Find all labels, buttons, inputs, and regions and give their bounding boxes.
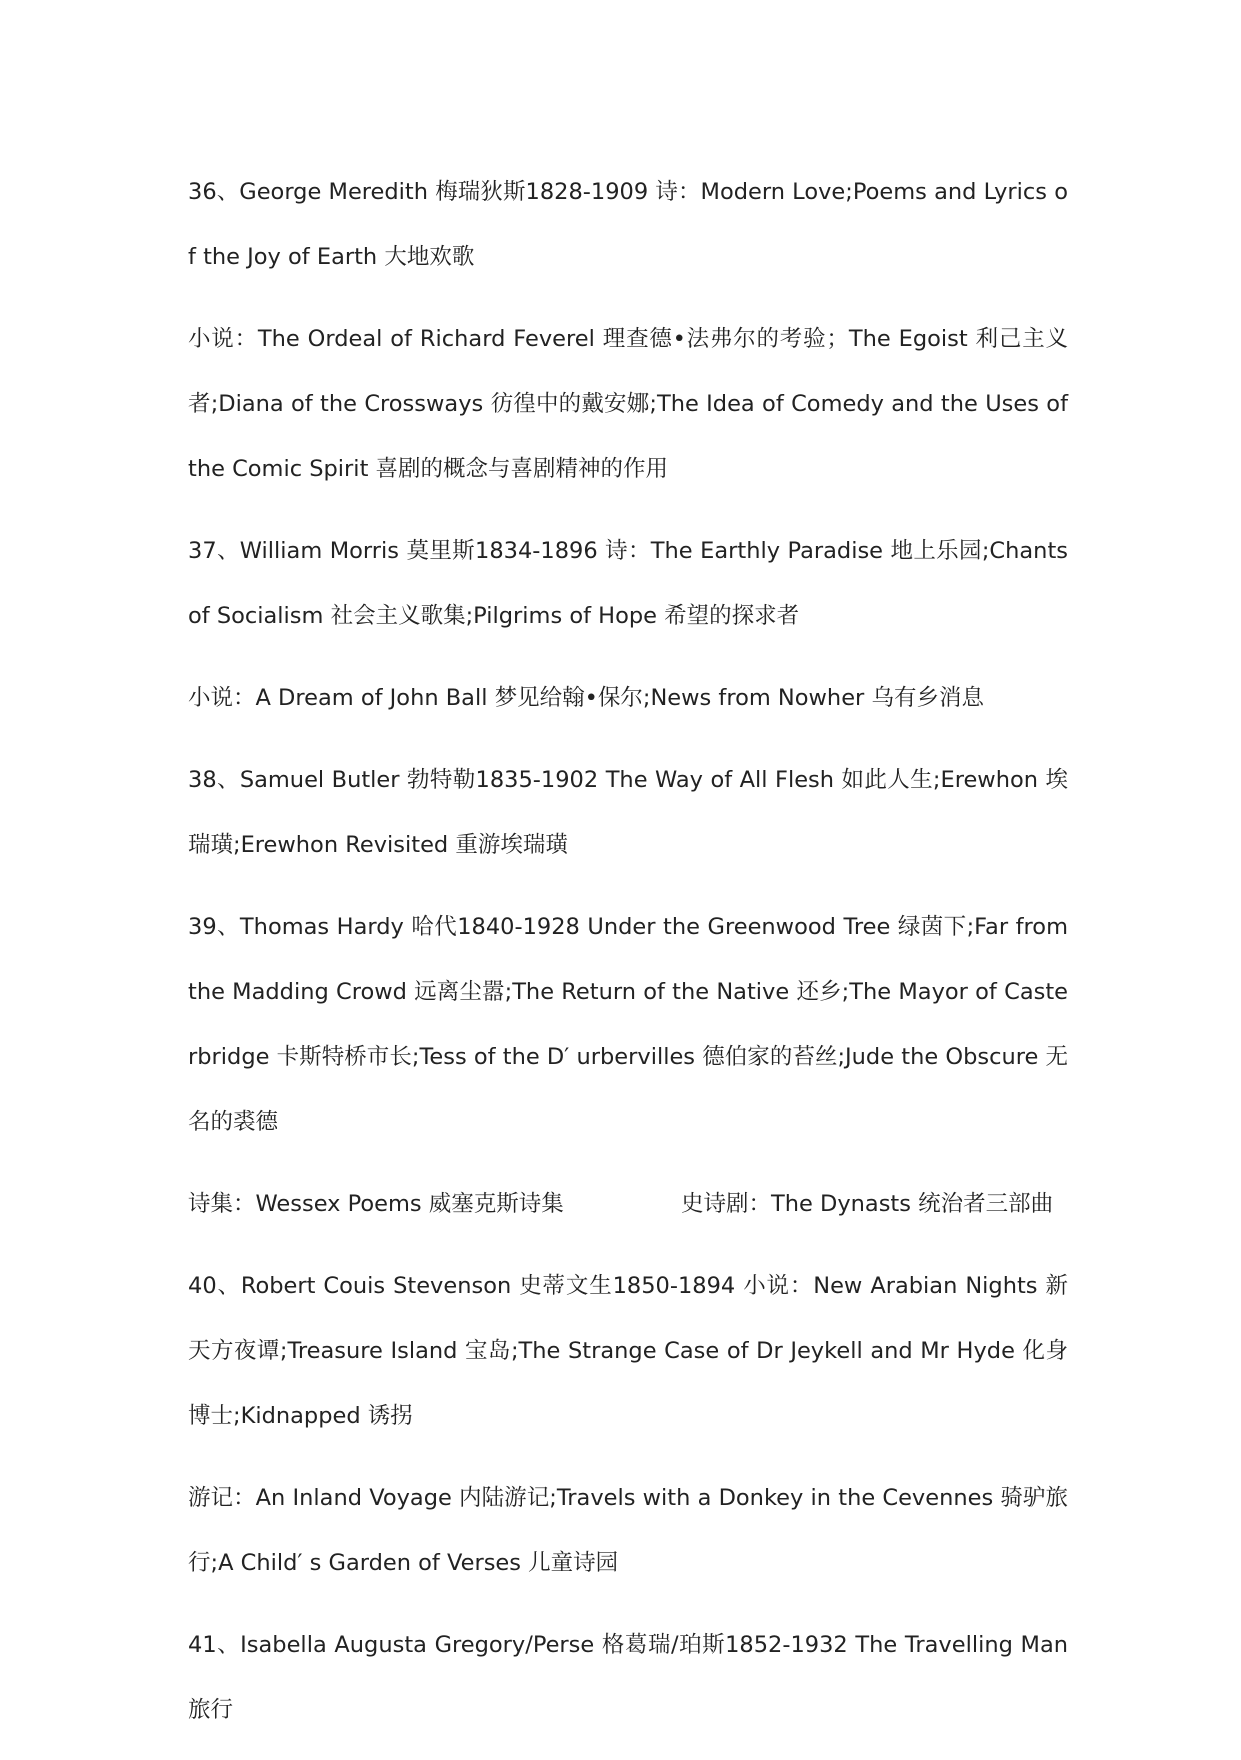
- entry-41-works: 41、Isabella Augusta Gregory/Perse 格葛瑞/珀斯1852-1932 The Travelling Man 旅行: [188, 1632, 1068, 1723]
- document-body: [188, 160, 1068, 1760]
- entry-39-epic-drama: 史诗剧：The Dynasts 统治者三部曲: [681, 1191, 1054, 1217]
- entry-38-works: 38、Samuel Butler 勃特勒1835-1902 The Way of All Flesh 如此人生;Erewhon 埃瑞璜;Erewhon Revisited 重游埃瑞璜: [188, 767, 1068, 858]
- entry-39-poems: 诗集：Wessex Poems 威塞克斯诗集: [188, 1191, 564, 1217]
- entry-36-works: 36、George Meredith 梅瑞狄斯1828-1909 诗：Modern Love;Poems and Lyrics of the Joy of Earth 大地欢歌: [188, 179, 1068, 270]
- entry-39-works: 39、Thomas Hardy 哈代1840-1928 Under the Greenwood Tree 绿茵下;Far from the Madding Crowd 远离尘嚣;The Return of the Native 还乡;The Mayor of Casterbridge 卡斯特桥市长;Tess of the D′ urbervilles 德伯家的苔丝;Jude the Obscure 无名的裘德: [188, 914, 1068, 1135]
- entry-39-poetry-row: [188, 1172, 1068, 1237]
- entry-37-novels: 小说：A Dream of John Ball 梦见给翰•保尔;News from Nowher 乌有乡消息: [188, 685, 984, 711]
- entry-36-novels: 小说：The Ordeal of Richard Feverel 理查德•法弗尔的考验；The Egoist 利己主义者;Diana of the Crossways 彷徨中的戴安娜;The Idea of Comedy and the Uses of the Comic Spirit 喜剧的概念与喜剧精神的作用: [188, 326, 1068, 482]
- entry-40-works: 40、Robert Couis Stevenson 史蒂文生1850-1894 小说：New Arabian Nights 新天方夜谭;Treasure Island 宝岛;The Strange Case of Dr Jeykell and Mr Hyde 化身博士;Kidnapped 诱拐: [188, 1273, 1068, 1429]
- entry-37-works: 37、William Morris 莫里斯1834-1896 诗：The Earthly Paradise 地上乐园;Chants of Socialism 社会主义歌集;Pilgrims of Hope 希望的探求者: [188, 538, 1068, 629]
- entry-40-travel: 游记：An Inland Voyage 内陆游记;Travels with a Donkey in the Cevennes 骑驴旅行;A Child′ s Garden of Verses 儿童诗园: [188, 1485, 1068, 1576]
